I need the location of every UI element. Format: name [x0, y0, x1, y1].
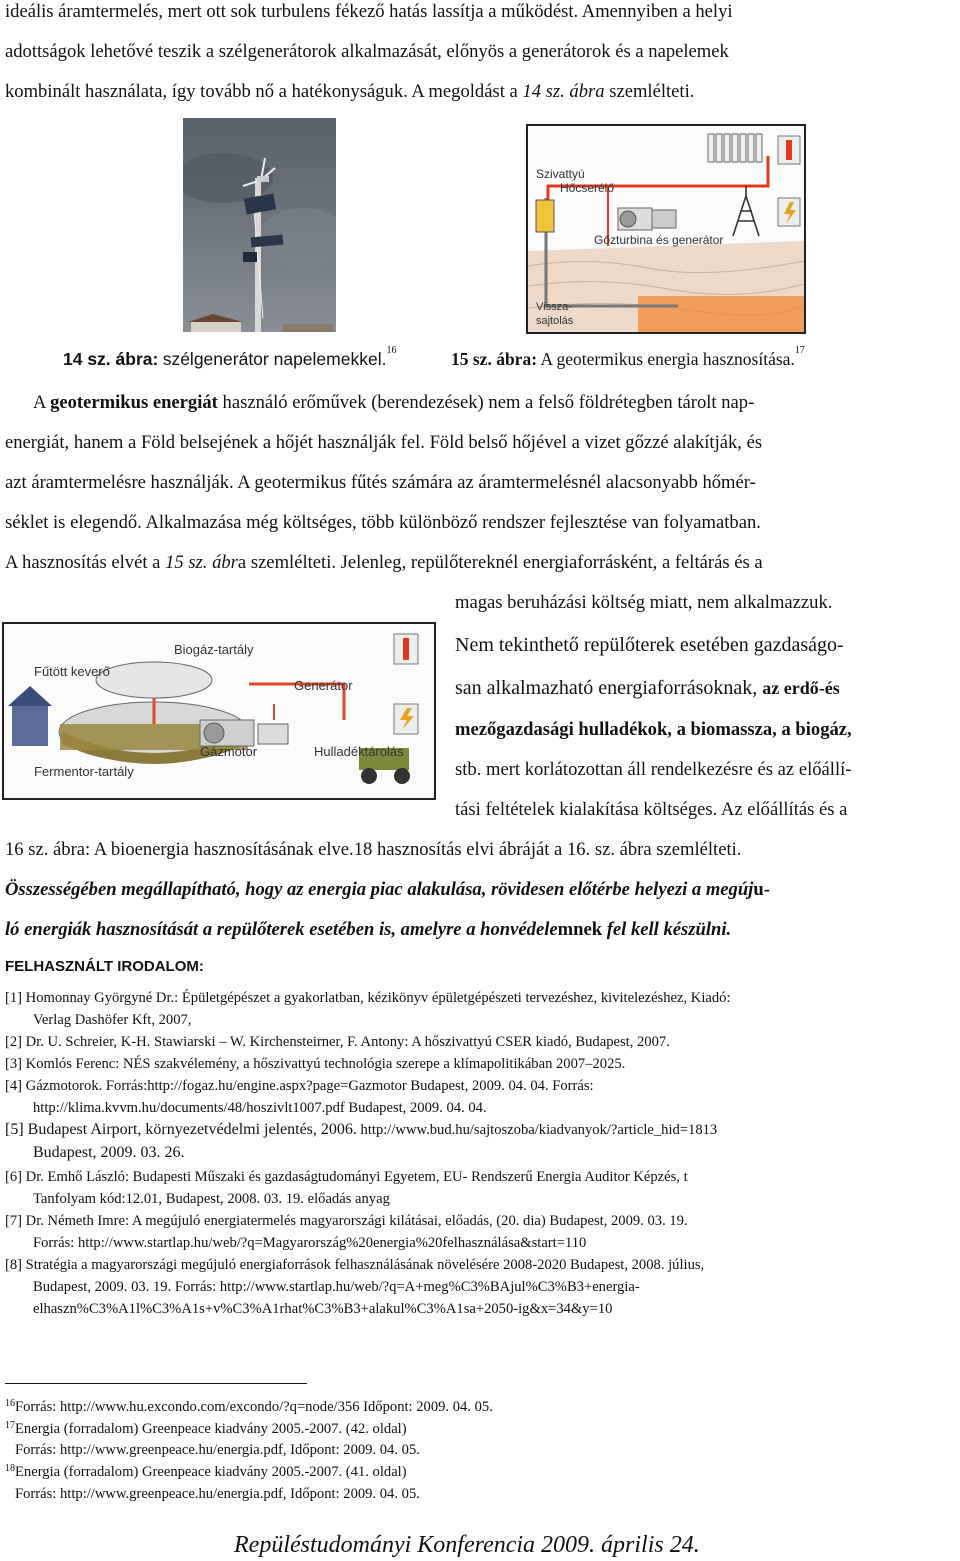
label-waste-storage: Hulladéktárolás: [314, 744, 404, 759]
footnote-16-text: Forrás: http://www.hu.excondo.com/excondo/?q=node/356 Időpont: 2009. 04. 05.: [15, 1399, 493, 1415]
reference-6-line-2: Tanfolyam kód:12.01, Budapest, 2008. 03. 19. előadás anyag: [33, 1191, 390, 1207]
footnote-17-number: 17: [5, 1420, 15, 1431]
fig16-caption: 16 sz. ábra: A bioenergia hasznosításának elve.: [5, 839, 354, 860]
page-footer: Repüléstudományi Konferencia 2009. április 24.: [234, 1532, 700, 1558]
geo-line-5: [5, 543, 763, 583]
intro-line-3-text: kombinált használata, így tovább nő a hatékonyságuk. A megoldást a: [5, 81, 523, 102]
fig14-footnote-ref: 16: [386, 345, 397, 356]
geo-line-3: azt áramtermelésre használják. A geotermikus fűtés számára az áramtermelésnél alacsonyabb hőmér-: [5, 472, 756, 493]
geothermal-diagram: [526, 124, 806, 334]
label-biogas-tank: Biogáz-tartály: [174, 642, 254, 657]
label-fermenter: Fermentor-tartály: [34, 764, 134, 779]
intro-figure-ref: 14 sz. ábra: [522, 81, 605, 102]
intro-line-1: ideális áramtermelés, mert ott sok turbulens fékező hatás lassítja a működést. Amennyiben a helyi: [5, 1, 733, 22]
summary-line-2-end: fel kell készülni.: [602, 919, 732, 940]
fig15-caption: [451, 345, 805, 370]
reference-5-line-1: [5, 1119, 717, 1141]
geo-line-2: energiát, hanem a Föld belsejének a hőjét használják fel. Föld belső hőjével a vizet gőzzé alakítják, és: [5, 432, 763, 453]
bio-line-3-start: san alkalmazható energiaforrásoknak,: [455, 677, 763, 699]
reference-5-url: http://www.bud.hu/sajtoszoba/kiadvanyok/?article_hid=1813: [356, 1122, 718, 1138]
fig14-caption: [63, 345, 397, 370]
wind-generator-photo: [183, 118, 336, 332]
fig14-number: 14 sz. ábra:: [63, 349, 159, 369]
bio-line-3: [455, 667, 840, 709]
intro-line-3-end: szemlélteti.: [604, 81, 695, 102]
fig15-title: A geotermikus energia hasznosítása.: [540, 349, 795, 369]
fig16-footnote-ref: 18: [353, 839, 373, 860]
footnote-separator: [5, 1383, 307, 1384]
fig15-number: 15 sz. ábra:: [451, 349, 538, 369]
reference-4-line-1: [4] Gázmotorok. Forrás:http://fogaz.hu/engine.aspx?page=Gazmotor Budapest, 2009. 04. 04. Forrás:: [5, 1078, 594, 1094]
footnote-18: [5, 1462, 407, 1483]
reference-5-line-2: Budapest, 2009. 03. 26.: [33, 1144, 185, 1161]
bio-line-7: hasznosítás elvi ábráját a 16. sz. ábra szemlélteti.: [376, 839, 742, 860]
label-generator: Generátor: [294, 678, 353, 693]
reference-3: [3] Komlós Ferenc: NÉS szakvélemény, a hőszivattyú technológia szerepe a klímapolitikában 2007–2025.: [5, 1056, 626, 1072]
fig14-title: szélgenerátor napelemekkel.: [162, 349, 387, 369]
intro-line-2: adottságok lehetővé teszik a szélgenerátorok alkalmazását, előnyös a generátorok és a napelemek: [5, 41, 729, 62]
geo-line-1: [33, 383, 754, 423]
reference-1-line-2: Verlag Dashöfer Kft, 2007,: [33, 1012, 192, 1028]
bio-line-5: stb. mert korlátozottan áll rendelkezésre és az előállí-: [455, 759, 852, 780]
bio-keyword-1: az erdő-és: [762, 678, 840, 698]
reference-8-line-3: elhaszn%C3%A1l%C3%A1s+v%C3%A1rhat%C3%B3+alakul%C3%A1sa+2050-ig&x=34&y=10: [33, 1301, 613, 1317]
footnote-18-source: Forrás: http://www.greenpeace.hu/energia.pdf, Időpont: 2009. 04. 05.: [15, 1486, 420, 1502]
label-gas-engine: Gázmotor: [200, 744, 258, 759]
label-pump: Szivattyú: [536, 167, 585, 181]
reference-6-line-1: [6] Dr. Emhő László: Budapesti Műszaki és gazdaságtudományi Egyetem, EU- Rendszerű Energia Auditor Képzés, t: [5, 1169, 688, 1185]
references-heading: FELHASZNÁLT IRODALOM:: [5, 958, 204, 975]
reference-8-line-2: Budapest, 2009. 03. 19. Forrás: http://www.startlap.hu/web/?q=A+meg%C3%BAjul%C3%B3+energia-: [33, 1279, 640, 1295]
fig15-footnote-ref: 17: [794, 345, 805, 356]
bio-line-6: tási feltételek kialakítása költséges. Az előállítás és a: [455, 799, 848, 820]
geo-line-1-end: használó erőművek (berendezések) nem a felső földrétegben tárolt nap-: [217, 392, 755, 413]
intro-line-3: [5, 72, 694, 112]
geo-keyword: geotermikus energiát: [50, 392, 218, 413]
footnote-17-text: Energia (forradalom) Greenpeace kiadvány 2005.-2007. (42. oldal): [15, 1421, 407, 1437]
reference-5-title: [5] Budapest Airport, környezetvédelmi jelentés, 2006.: [5, 1121, 357, 1138]
summary-line-1-end: u-: [753, 879, 770, 900]
bio-line-4: mezőgazdasági hulladékok, a biomassza, a biogáz,: [455, 719, 852, 740]
reference-8-line-1: [8] Stratégia a magyarországi megújuló energiaforrások felhasználásának növelésére 2008-2020 Budapest, 2008. július,: [5, 1257, 705, 1273]
reference-4-line-2: http://klima.kvvm.hu/documents/48/hoszivlt1007.pdf Budapest, 2009. 04. 04.: [33, 1100, 487, 1116]
bio-line-1: magas beruházási költség miatt, nem alkalmazzuk.: [455, 592, 833, 613]
footnote-18-text: Energia (forradalom) Greenpeace kiadvány 2005.-2007. (41. oldal): [15, 1464, 407, 1480]
label-exchanger: Hőcserélő: [560, 181, 615, 195]
footnote-18-number: 18: [5, 1463, 15, 1474]
summary-line-1: [5, 870, 770, 910]
fig16-caption-line: [5, 830, 741, 870]
summary-line-1-text: Összességében megállapítható, hogy az energia piac alakulása, rövidesen előtérbe helyezi a megúj: [5, 879, 754, 900]
reference-1-line-1: [1] Homonnay Györgyné Dr.: Épületgépészet a gyakorlatban, kézikönyv épületgépészeti tervezéshez, kivitelezéshez, Kiadó:: [5, 990, 731, 1006]
geo-figure-ref: 15 sz. ábr: [165, 552, 238, 573]
geo-line-4: séklet is elegendő. Alkalmazása még költséges, több különböző rendszer fejlesztése van folyamatban.: [5, 512, 761, 533]
summary-line-2: [5, 910, 731, 950]
footnote-16: [5, 1397, 493, 1418]
reference-7-line-1: [7] Dr. Németh Imre: A megújuló energiatermelés magyarországi kilátásai, előadás, (20. dia) Budapest, 2009. 03. 19.: [5, 1213, 688, 1229]
label-turbine: Gőzturbina és generátor: [594, 233, 724, 247]
footnote-16-number: 16: [5, 1398, 15, 1409]
reference-7-line-2: Forrás: http://www.startlap.hu/web/?q=Magyarország%20energia%20felhasználása&start=110: [33, 1235, 587, 1251]
label-reinjection-1: Vissza-: [536, 301, 572, 313]
bio-line-2: Nem tekinthető repülőterek esetében gazdaságo-: [455, 634, 844, 656]
summary-line-2-mid: mnek: [557, 919, 603, 940]
label-reinjection-2: sajtolás: [536, 315, 574, 327]
geo-line-5-start: A hasznosítás elvét a: [5, 552, 166, 573]
summary-line-2-text: ló energiák hasznosítását a repülőterek esetében is, amelyre a honvédele: [5, 919, 558, 940]
footnote-17-source: Forrás: http://www.greenpeace.hu/energia.pdf, Időpont: 2009. 04. 05.: [15, 1442, 420, 1458]
reference-2: [2] Dr. U. Schreier, K-H. Stawiarski – W. Kirchensteirner, F. Antony: A hőszivattyú CSER kiadó, Budapest, 2007.: [5, 1034, 670, 1050]
geo-line-5-end: a szemlélteti. Jelenleg, repülőtereknél energiaforrásként, a feltárás és a: [237, 552, 763, 573]
bioenergy-diagram: [2, 622, 436, 800]
label-heated-mixer: Fűtött keverő: [34, 664, 110, 679]
footnote-17: [5, 1419, 407, 1440]
geo-line-1-start: A: [33, 392, 51, 413]
